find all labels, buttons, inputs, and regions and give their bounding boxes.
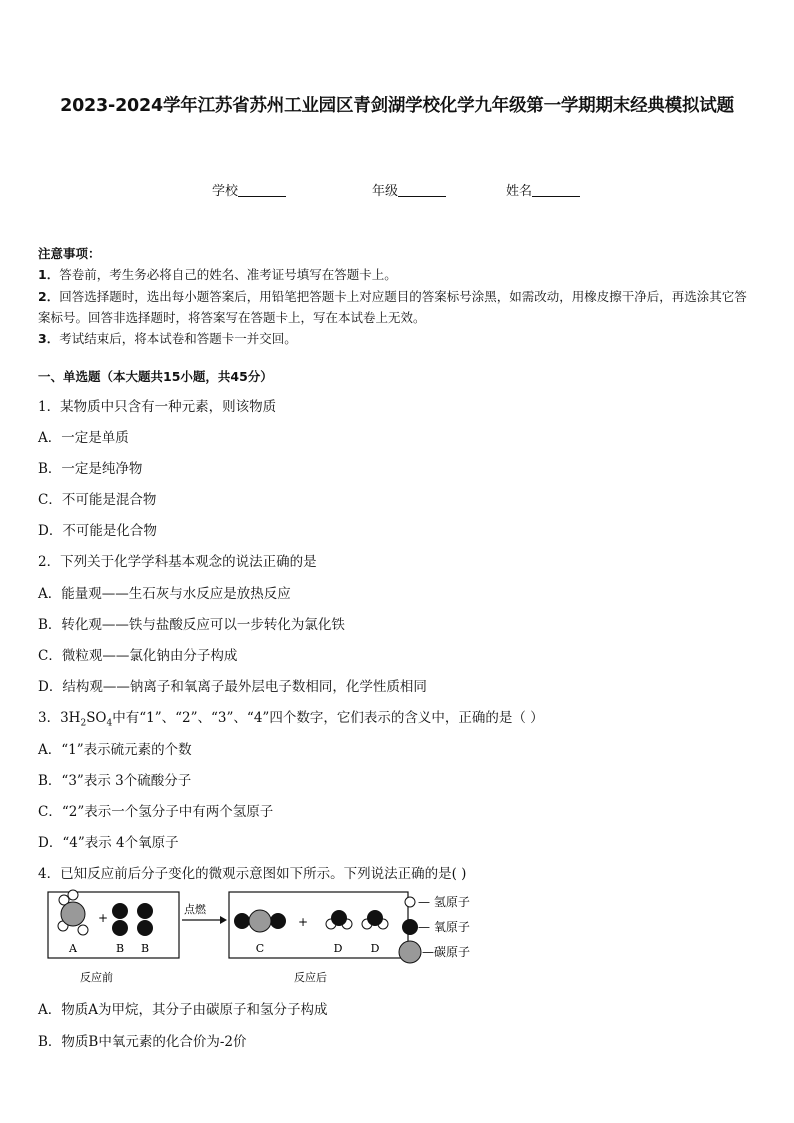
caption-after: 反应后 bbox=[294, 971, 327, 984]
notice-item bbox=[38, 264, 758, 285]
grade-field bbox=[372, 180, 446, 199]
notice-block bbox=[38, 243, 758, 349]
oxygen-molecule bbox=[112, 903, 128, 936]
label-b: B bbox=[140, 942, 150, 955]
option: C．微粒观——氯化钠由分子构成 bbox=[38, 648, 238, 664]
option: B．转化观——铁与盐酸反应可以一步转化为氯化铁 bbox=[38, 617, 345, 633]
option: B．“3”表示 3个硫酸分子 bbox=[38, 773, 192, 789]
oxygen-atom-icon bbox=[402, 919, 418, 935]
carbon-dioxide-molecule bbox=[234, 910, 286, 932]
legend-carbon: —碳原子 bbox=[422, 945, 471, 959]
water-molecule bbox=[326, 910, 352, 929]
notice-item bbox=[38, 286, 758, 329]
section-heading: 一、单选题（本大题共15小题，共45分） bbox=[38, 369, 273, 384]
carbon-atom-icon bbox=[399, 941, 421, 963]
notice-heading: 注意事项： bbox=[38, 246, 101, 261]
option: A．物质A为甲烷，其分子由碳原子和氢分子构成 bbox=[38, 1002, 328, 1018]
stem-part: 中有“1”、“2”、“3”、“4”四个数字，它们表示的含义中，正确的是（ ） bbox=[112, 710, 544, 726]
label-a: A bbox=[69, 942, 77, 955]
question-stem: 2．下列关于化学学科基本观念的说法正确的是 bbox=[38, 554, 317, 570]
option: A．一定是单质 bbox=[38, 430, 129, 446]
option: C．“2”表示一个氢分子中有两个氢原子 bbox=[38, 804, 274, 820]
oxygen-molecule bbox=[137, 903, 153, 936]
school-label: 学校 bbox=[212, 184, 239, 199]
legend-hydrogen: — 氢原子 bbox=[418, 895, 470, 909]
label-b: B bbox=[115, 942, 125, 955]
grade-label: 年级 bbox=[372, 184, 399, 199]
notice-item-number: 3． bbox=[38, 331, 60, 347]
label-d: D bbox=[370, 942, 380, 955]
grade-blank[interactable] bbox=[398, 183, 446, 197]
option: D．结构观——钠离子和氧离子最外层电子数相同，化学性质相同 bbox=[38, 679, 427, 695]
school-field bbox=[212, 180, 286, 199]
label-c: C bbox=[255, 942, 265, 955]
water-molecule bbox=[362, 910, 388, 929]
student-info-fields bbox=[0, 180, 794, 200]
name-blank[interactable] bbox=[532, 183, 580, 197]
hydrogen-atom-icon bbox=[405, 897, 415, 907]
notice-item-number: 1． bbox=[38, 267, 60, 283]
question-stem bbox=[38, 706, 544, 729]
stem-part: SO bbox=[86, 710, 107, 726]
methane-molecule bbox=[58, 890, 88, 935]
school-blank[interactable] bbox=[238, 183, 286, 197]
question-stem: 1．某物质中只含有一种元素，则该物质 bbox=[38, 399, 277, 415]
question-stem: 4．已知反应前后分子变化的微观示意图如下所示。下列说法正确的是( ) bbox=[38, 866, 467, 882]
plus-sign: + bbox=[98, 911, 109, 925]
name-field bbox=[506, 180, 580, 199]
option: B．一定是纯净物 bbox=[38, 461, 143, 477]
name-label: 姓名 bbox=[506, 184, 533, 199]
option: D．“4”表示 4个氧原子 bbox=[38, 835, 179, 851]
notice-item-text: 考试结束后，将本试卷和答题卡一并交回。 bbox=[59, 331, 297, 347]
stem-part: 3．3H bbox=[38, 710, 81, 726]
atom-legend bbox=[398, 892, 498, 972]
notice-item-number: 2． bbox=[38, 288, 60, 304]
option: A．能量观——生石灰与水反应是放热反应 bbox=[38, 586, 291, 602]
caption-before: 反应前 bbox=[80, 971, 113, 984]
exam-title: 2023-2024学年江苏省苏州工业园区青剑湖学校化学九年级第一学期期末经典模拟试题 bbox=[60, 96, 734, 116]
option: C．不可能是混合物 bbox=[38, 492, 157, 508]
option: B．物质B中氧元素的化合价为-2价 bbox=[38, 1034, 247, 1050]
subscript: 4 bbox=[106, 718, 113, 729]
plus-sign: + bbox=[298, 915, 309, 929]
arrow-label: 点燃 bbox=[184, 903, 206, 916]
subscript: 2 bbox=[80, 718, 87, 729]
notice-item-text: 答卷前，考生务必将自己的姓名、准考证号填写在答题卡上。 bbox=[59, 267, 397, 283]
option: D．不可能是化合物 bbox=[38, 523, 157, 539]
arrow-head-icon bbox=[220, 916, 227, 924]
notice-item bbox=[38, 328, 758, 349]
legend-oxygen: — 氧原子 bbox=[418, 920, 470, 934]
option: A．“1”表示硫元素的个数 bbox=[38, 742, 192, 758]
notice-item-text: 回答选择题时，选出每小题答案后，用铅笔把答题卡上对应题目的答案标号涂黑，如需改动，用橡皮擦干净后，再选涂其它答案标号。回答非选择题时，将答案写在答题卡上，写在本试卷上无效。 bbox=[38, 288, 747, 325]
label-d: D bbox=[333, 942, 343, 955]
